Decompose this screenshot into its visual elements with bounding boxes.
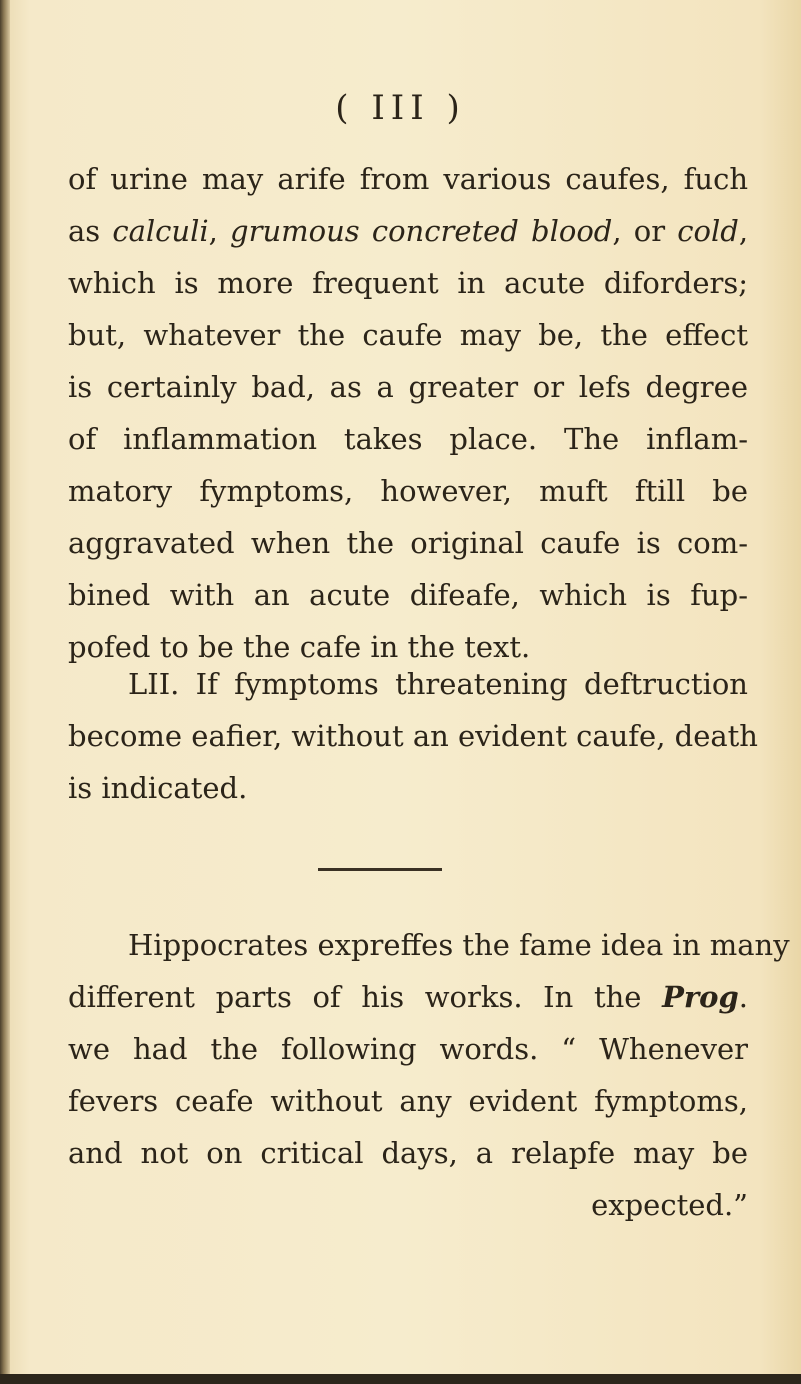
aphorism-lii xyxy=(68,658,758,814)
page-number-header: ( III ) xyxy=(335,88,466,128)
text-line: expected.” xyxy=(591,1188,748,1222)
text-line: which is more frequent in acute diforders; xyxy=(68,266,748,300)
text-line-mixed: as calculi, grumous concreted blood, or cold, xyxy=(68,214,749,248)
commentary-paragraph xyxy=(68,919,790,1231)
text-line: but, whatever the caufe may be, the effect xyxy=(68,318,748,352)
text-line: of inflammation takes place. The inflam- xyxy=(68,422,748,456)
page-bottom-edge xyxy=(0,1374,801,1384)
text-line: Hippocrates expreffes the fame idea in many xyxy=(128,928,790,962)
text-line: matory fymptoms, however, muft ftill be xyxy=(68,474,748,508)
text-line: LII. If fymptoms threatening deftruction xyxy=(128,667,748,701)
text-line: and not on critical days, a relapfe may be xyxy=(68,1136,748,1170)
paragraph-continuation xyxy=(68,153,748,673)
text-line: aggravated when the original caufe is com- xyxy=(68,526,748,560)
text-line: is certainly bad, as a greater or lefs degree xyxy=(68,370,748,404)
section-divider xyxy=(318,868,442,871)
text-line: of urine may arife from various caufes, fuch xyxy=(68,162,748,196)
text-line: fevers ceafe without any evident fymptoms, xyxy=(68,1084,748,1118)
text-line: become eafier, without an evident caufe, death xyxy=(68,719,758,753)
text-line: pofed to be the cafe in the text. xyxy=(68,630,531,664)
page-binding-edge xyxy=(0,0,10,1384)
text-line: is indicated. xyxy=(68,771,248,805)
text-line-mixed: different parts of his works. In the Prog. xyxy=(68,980,748,1014)
text-line: we had the following words. “ Whenever xyxy=(68,1032,748,1066)
text-line: bined with an acute difeafe, which is fup- xyxy=(68,578,748,612)
